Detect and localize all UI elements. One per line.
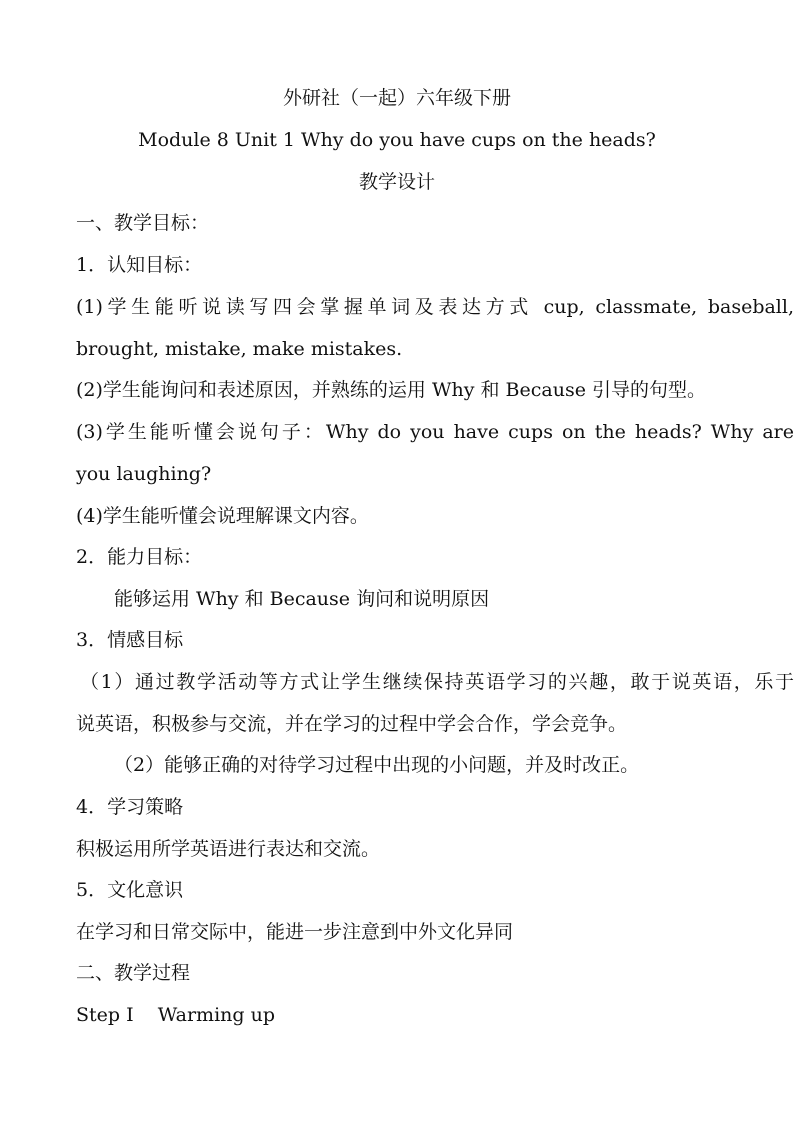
- goal4-heading: 4．学习策略: [76, 796, 184, 818]
- goal5-text: 在学习和日常交际中，能进一步注意到中外文化异同: [76, 921, 514, 943]
- section-heading-process: 二、教学过程: [76, 962, 191, 984]
- goal5-heading: 5．文化意识: [76, 879, 184, 901]
- goal3-item1-line1: （1）通过教学活动等方式让学生继续保持英语学习的兴趣，敢于说英语，乐于: [80, 671, 794, 693]
- goal4-text: 积极运用所学英语进行表达和交流。: [76, 838, 381, 860]
- goal3-heading: 3．情感目标: [76, 629, 184, 651]
- goal1-item4: (4)学生能听懂会说理解课文内容。: [76, 505, 369, 527]
- doc-type-title: 教学设计: [358, 171, 435, 193]
- module-title: Module 8 Unit 1 Why do you have cups on the heads?: [138, 129, 656, 151]
- goal1-item2: (2)学生能询问和表述原因，并熟练的运用 Why 和 Because 引导的句型。: [76, 379, 706, 401]
- goal3-item1-line2: 说英语，积极参与交流，并在学习的过程中学会合作，学会竞争。: [76, 713, 628, 735]
- goal1-item1-line1: (1)学生能听说读写四会掌握单词及表达方式 cup, classmate, baseball,: [76, 296, 794, 318]
- goal1-item1-line2: brought, mistake, make mistakes.: [76, 338, 403, 360]
- goal2-heading: 2．能力目标：: [76, 546, 203, 568]
- publisher-line: 外研社（一起）六年级下册: [282, 87, 511, 109]
- goal2-text: 能够运用 Why 和 Because 询问和说明原因: [114, 588, 490, 610]
- goal1-item3-line2: you laughing?: [76, 463, 212, 485]
- section-heading-goals: 一、教学目标：: [76, 212, 210, 234]
- goal1-item3-line1: (3)学生能听懂会说句子：Why do you have cups on the heads? Why are: [76, 421, 794, 443]
- goal1-heading: 1．认知目标：: [76, 254, 203, 276]
- step-warming-up: Step I Warming up: [76, 1004, 275, 1026]
- goal3-item2: （2）能够正确的对待学习过程中出现的小问题，并及时改正。: [114, 754, 640, 776]
